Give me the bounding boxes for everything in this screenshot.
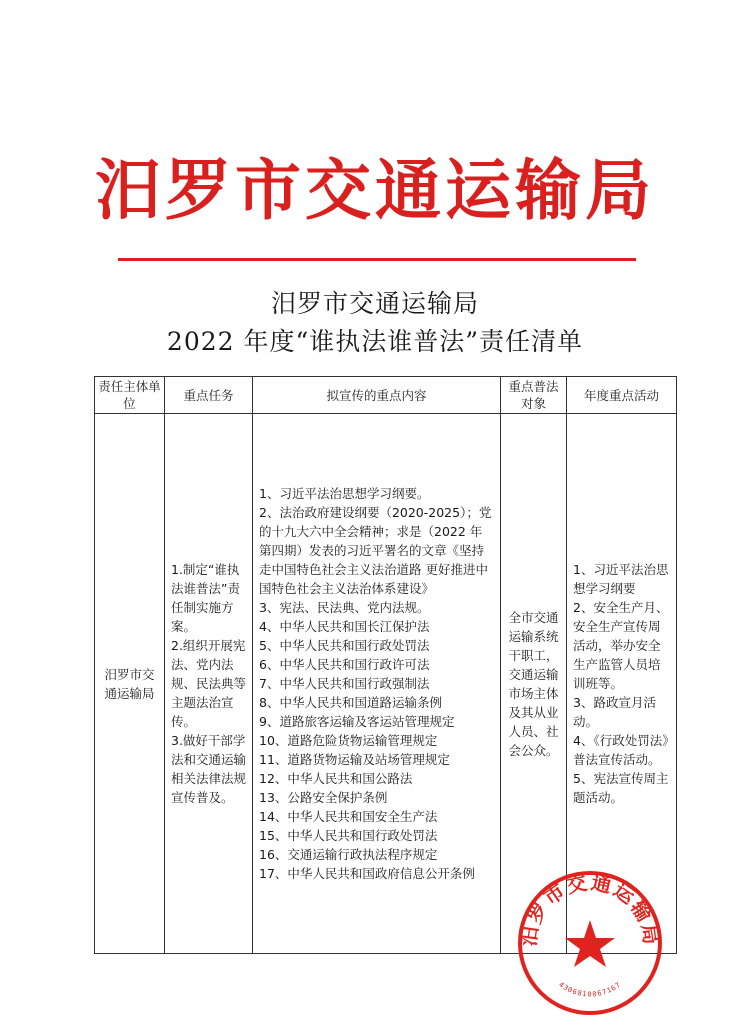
official-seal: [515, 868, 665, 1018]
doc-title-line1: 汨罗市交通运输局: [270, 289, 479, 318]
activity-item: 3、路政宣月活动。: [573, 695, 656, 729]
cell-target: 全市交通运输系统干职工，交通运输市场主体及其从业人员、社会公众。: [501, 414, 567, 954]
task-item: 3.做好干部学法和交通运输相关法律法规宣传普及。: [171, 733, 247, 805]
task-item: 2.组织开展宪法、党内法规、民法典等主题法治宣传。: [171, 638, 247, 729]
header-content: 拟宣传的重点内容: [253, 377, 501, 414]
letterhead: 汨罗市交通运输局: [95, 151, 655, 229]
header-target: 重点普法对象: [501, 377, 567, 414]
content-item: 9、道路旅客运输及客运站管理规定: [259, 714, 455, 729]
content-item: 11、道路货物运输及站场管理规定: [259, 752, 450, 767]
content-item: 1、习近平法治思想学习纲要。: [259, 486, 430, 501]
header-activity: 年度重点活动: [567, 377, 677, 414]
cell-unit: 汨罗市交通运输局: [95, 414, 165, 954]
content-item: 14、中华人民共和国安全生产法: [259, 809, 438, 824]
cell-content: [253, 414, 501, 954]
content-item: 15、中华人民共和国行政处罚法: [259, 828, 438, 843]
seal-number: 4306810067167: [557, 980, 623, 999]
content-item: 8、中华人民共和国道路运输条例: [259, 695, 442, 710]
content-item: 13、公路安全保护条例: [259, 790, 388, 805]
seal-star-icon: [565, 920, 615, 967]
cell-tasks: [165, 414, 253, 954]
header-task: 重点任务: [165, 377, 253, 414]
activity-item: 4、《行政处罚法》普法宣传活动。: [573, 733, 669, 767]
content-item: 17、中华人民共和国政府信息公开条例: [259, 866, 475, 881]
task-item: 1.制定“谁执法谁普法”责任制实施方案。: [171, 562, 240, 634]
doc-title-line2: 2022 年度“谁执法谁普法”责任清单: [166, 327, 584, 356]
activity-item: 2、安全生产月、安全生产宣传周活动，举办安全生产监管人员培训班等。: [573, 600, 669, 691]
content-item: 5、中华人民共和国行政处罚法: [259, 638, 430, 653]
table-header-row: [95, 377, 677, 414]
content-item: 2、法治政府建设纲要（2020-2025）；党的十九大六中全会精神；求是（2022 年第四期）发表的习近平署名的文章《坚持走中国特色社会主义法治道路 更好推进中国特色社会主义法治体系建设》: [259, 505, 492, 596]
seal-text: 汨罗市交通运输局: [516, 869, 664, 948]
content-item: 10、道路危险货物运输管理规定: [259, 733, 438, 748]
activity-item: 1、习近平法治思想学习纲要: [573, 562, 669, 596]
activity-item: 5、宪法宣传周主题活动。: [573, 771, 669, 805]
content-item: 7、中华人民共和国行政强制法: [259, 676, 430, 691]
header-unit: 责任主体单位: [95, 377, 165, 414]
content-item: 16、交通运输行政执法程序规定: [259, 847, 438, 862]
content-item: 3、宪法、民法典、党内法规。: [259, 600, 430, 615]
letterhead-divider: [118, 258, 636, 261]
content-item: 4、中华人民共和国长江保护法: [259, 619, 430, 634]
content-item: 12、中华人民共和国公路法: [259, 771, 413, 786]
content-item: 6、中华人民共和国行政许可法: [259, 657, 430, 672]
